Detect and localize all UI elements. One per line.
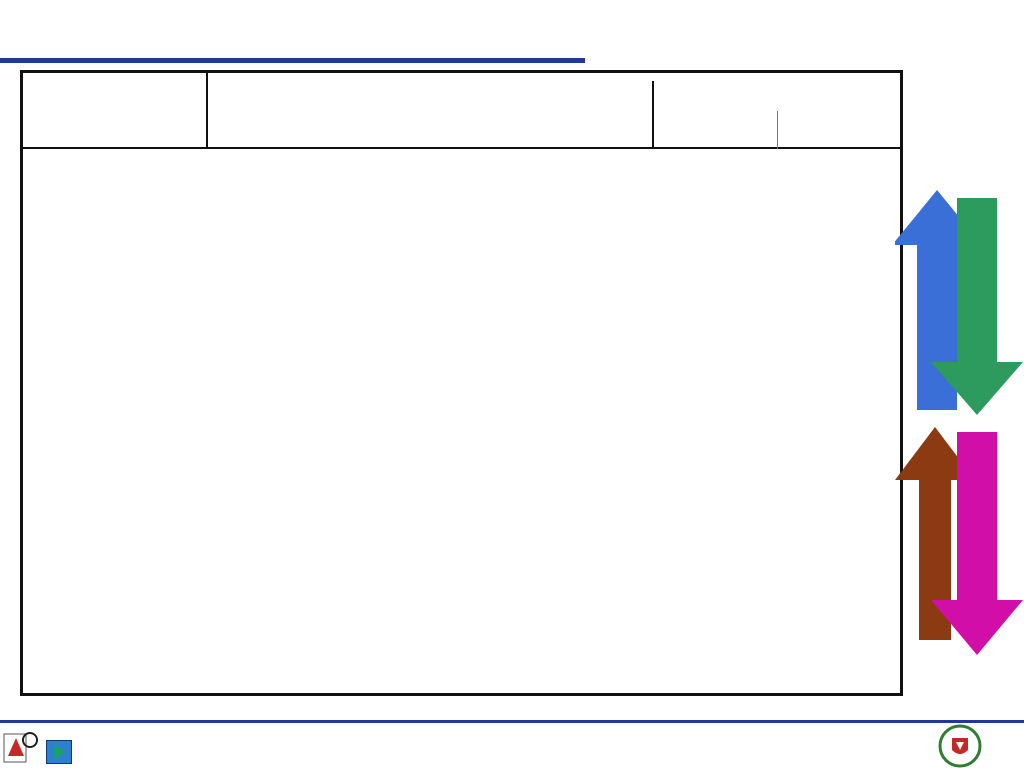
play-icon xyxy=(47,741,71,763)
pw-emblem-icon xyxy=(938,724,982,768)
table-header-row xyxy=(23,73,900,149)
prev-slide-button[interactable] xyxy=(46,740,72,764)
title-underline xyxy=(0,58,585,63)
header-divider xyxy=(652,81,654,149)
iso-classification-table xyxy=(20,70,903,696)
zaios-logo xyxy=(2,726,42,766)
header-divider xyxy=(206,73,208,149)
footer-rule xyxy=(0,720,1024,723)
side-arrows xyxy=(895,190,1024,660)
header-divider xyxy=(777,111,778,149)
